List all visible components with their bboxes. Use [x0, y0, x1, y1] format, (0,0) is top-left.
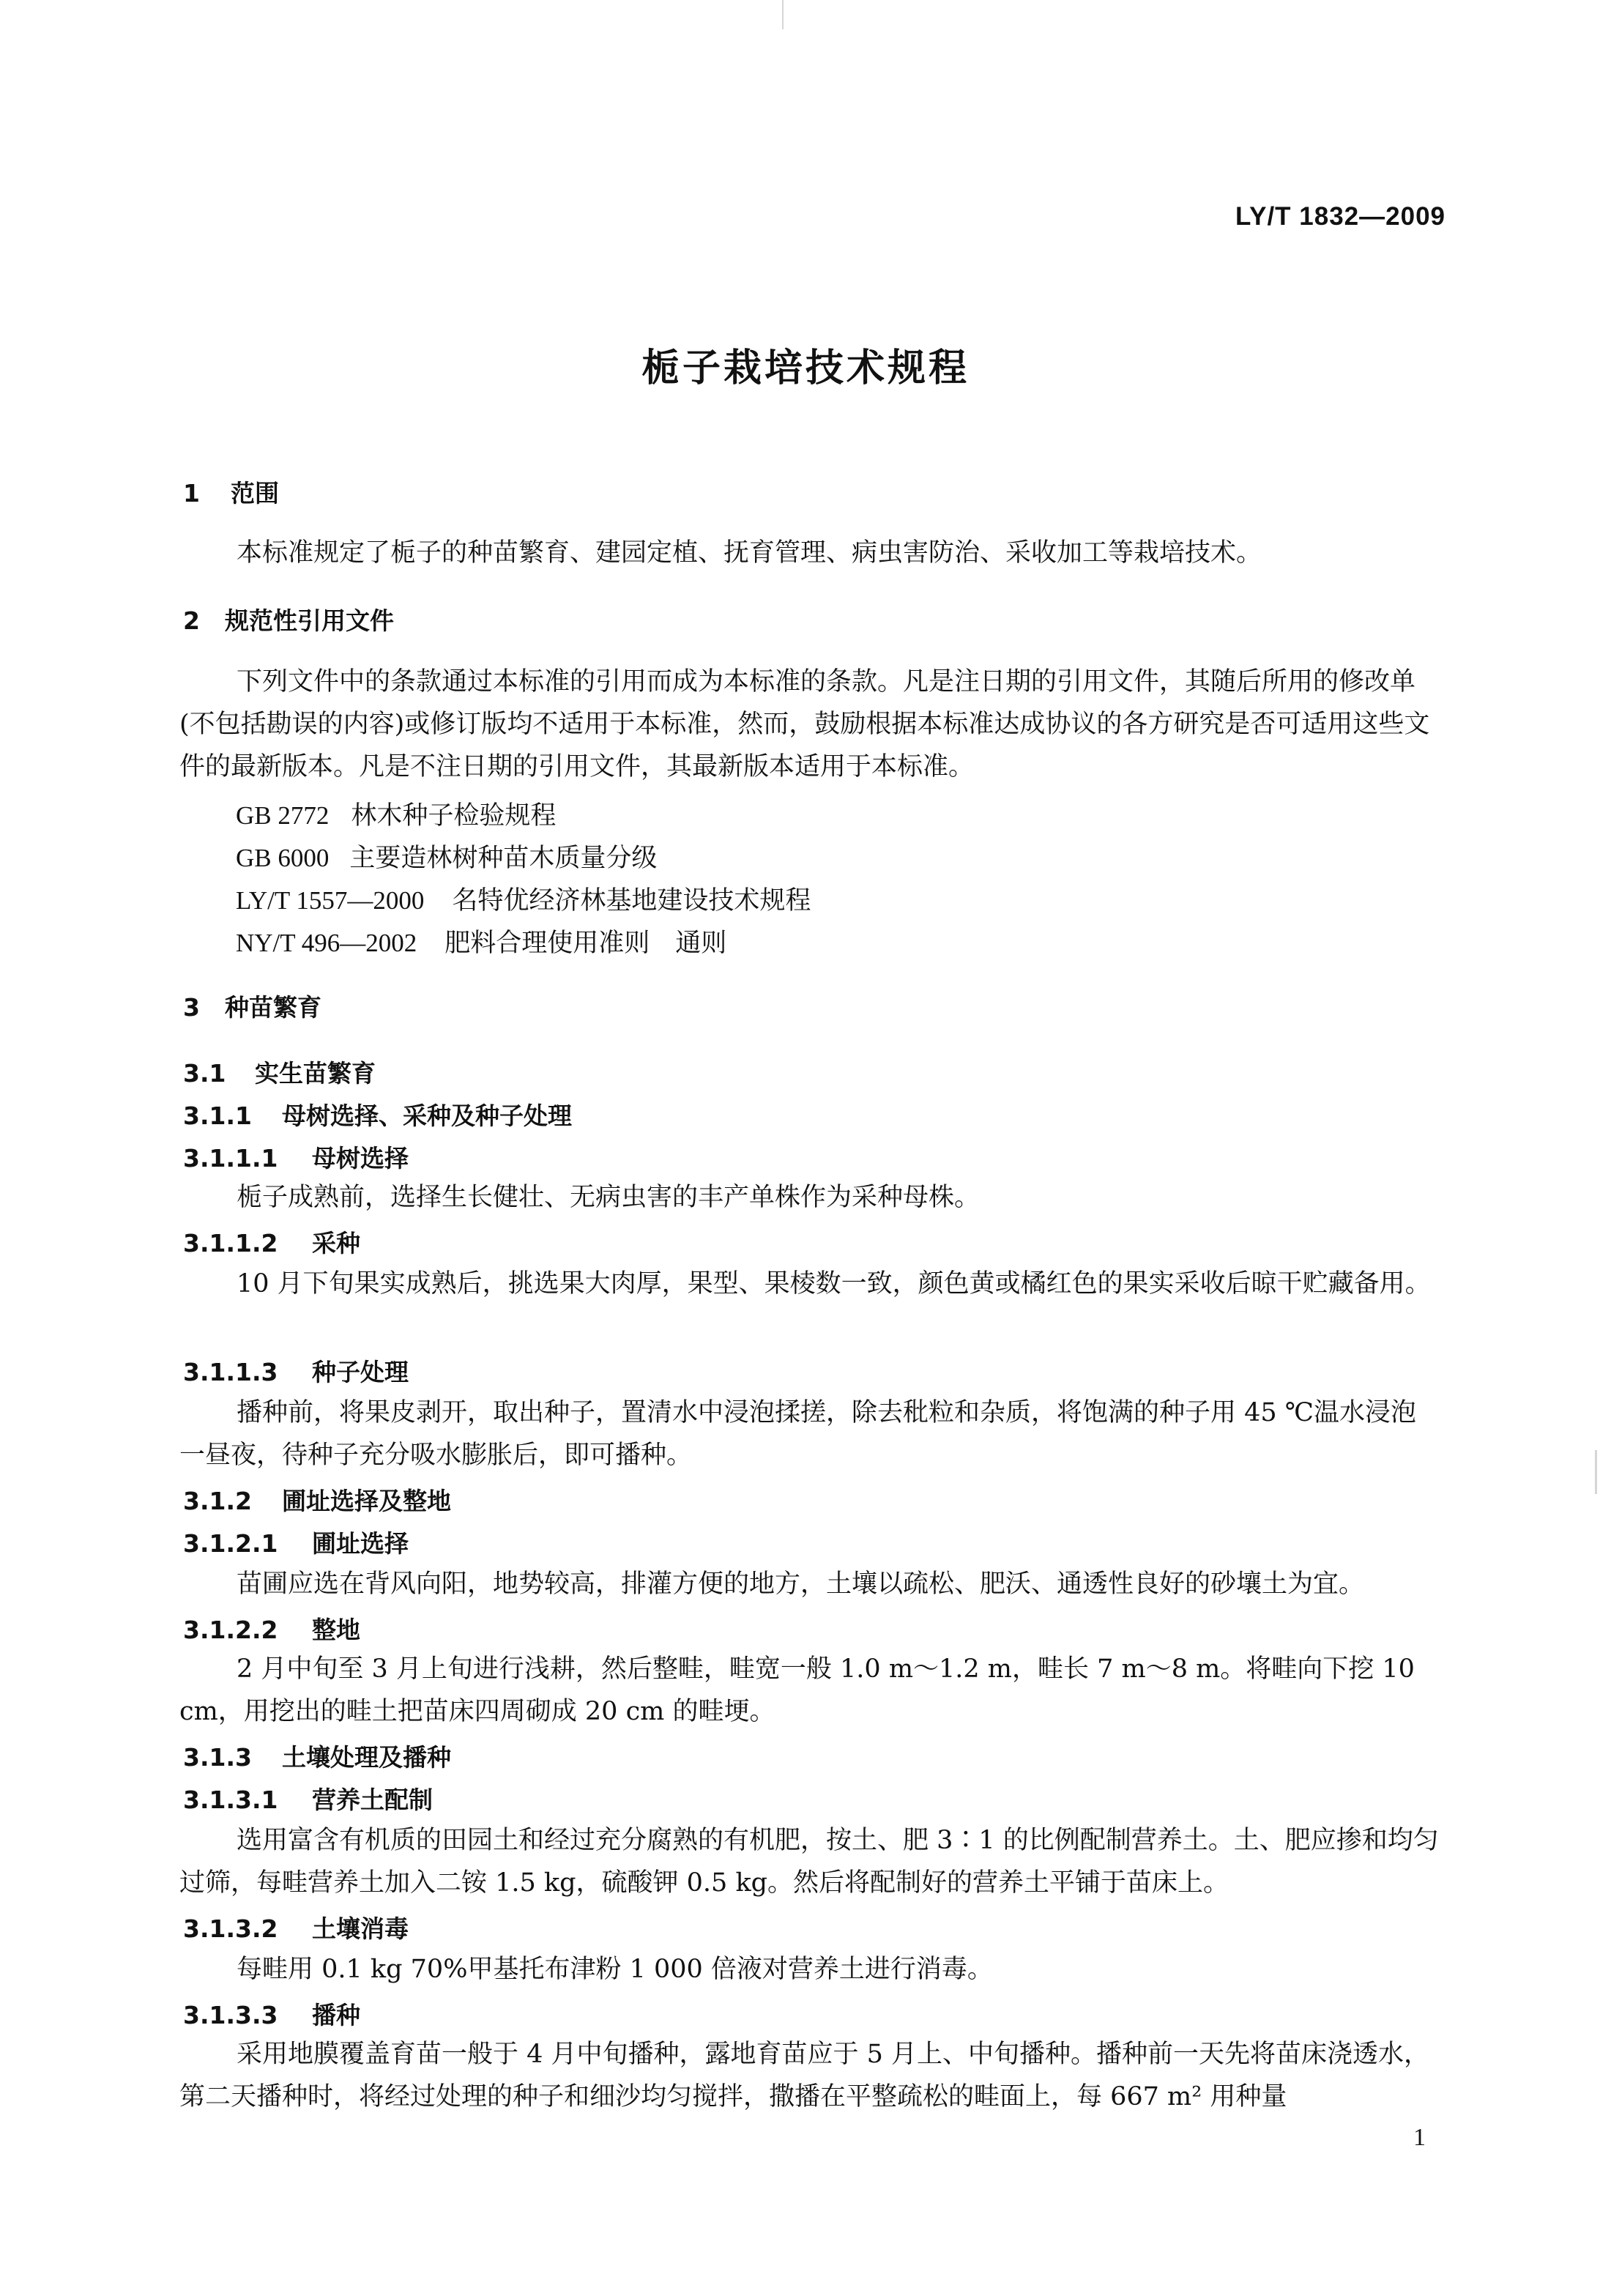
reference-item — [236, 838, 657, 874]
reference-code: GB 2772 — [236, 801, 330, 830]
section-3-1-1-1-heading — [183, 1140, 409, 1174]
section-number: 3.1.3.3 — [183, 2001, 278, 2029]
section-number: 3.1.3.2 — [183, 1914, 278, 1943]
reference-title: 名特优经济林基地建设技术规程 — [452, 886, 811, 915]
reference-code: NY/T 496—2002 — [236, 929, 417, 957]
section-title: 圃址选择及整地 — [282, 1487, 451, 1515]
section-title: 采种 — [312, 1229, 360, 1257]
section-title: 种子处理 — [312, 1358, 409, 1386]
section-title: 圃址选择 — [312, 1529, 409, 1558]
section-3-1-1-2-heading — [183, 1225, 360, 1259]
section-number: 2 — [183, 606, 200, 635]
page-number: 1 — [1413, 2124, 1426, 2151]
section-3-1-3-2-heading — [183, 1910, 409, 1944]
section-title: 整地 — [312, 1616, 360, 1644]
section-3-1-2-2-heading — [183, 1611, 360, 1646]
section-number: 3.1.1.2 — [183, 1229, 278, 1257]
reference-title: 林木种子检验规程 — [351, 801, 557, 831]
section-3-heading — [183, 989, 321, 1023]
section-1-paragraph: 本标准规定了栀子的种苗繁育、建园定植、抚育管理、病虫害防治、采收加工等栽培技术。 — [237, 538, 1262, 568]
section-title: 规范性引用文件 — [225, 606, 394, 635]
section-2-heading — [183, 602, 394, 636]
reference-item — [236, 795, 556, 832]
reference-item — [236, 880, 811, 917]
section-number: 1 — [183, 479, 200, 508]
section-3-1-3-3-paragraph: 采用地膜覆盖育苗一般于 4 月中旬播种，露地育苗应于 5 月上、中旬播种。播种前一天先将苗床浇透水，第二天播种时，将经过处理的种子和细沙均匀搅拌，撒播在平整疏松的畦面上，每 667 m² 用种量 — [179, 2040, 1430, 2111]
section-3-1-2-1-paragraph: 苗圃应选在背风向阳，地势较高，排灌方便的地方，土壤以疏松、肥沃、通透性良好的砂壤土为宜。 — [237, 1569, 1365, 1599]
scan-edge-mark-right — [1595, 1450, 1597, 1494]
section-3-1-1-3-paragraph: 播种前，将果皮剥开，取出种子，置清水中浸泡揉搓，除去秕粒和杂质，将饱满的种子用 45 ℃温水浸泡一昼夜，待种子充分吸水膨胀后，即可播种。 — [179, 1398, 1416, 1470]
section-number: 3 — [183, 993, 200, 1022]
reference-title: 主要造林树种苗木质量分级 — [349, 844, 658, 873]
section-number: 3.1.3.1 — [183, 1786, 278, 1814]
section-3-1-3-1-heading — [183, 1781, 433, 1816]
section-3-1-2-2-paragraph: 2 月中旬至 3 月上旬进行浅耕，然后整畦，畦宽一般 1.0 m～1.2 m，畦长 7 m～8 m。将畦向下挖 10 cm，用挖出的畦土把苗床四周砌成 20 cm 的畦埂。 — [179, 1654, 1415, 1726]
section-number: 3.1.1 — [183, 1101, 252, 1130]
section-title: 范围 — [231, 479, 279, 508]
section-3-1-heading — [183, 1055, 376, 1089]
section-title: 土壤消毒 — [312, 1914, 409, 1943]
reference-title: 肥料合理使用准则 通则 — [444, 929, 727, 958]
section-title: 母树选择、采种及种子处理 — [282, 1101, 572, 1130]
section-number: 3.1.1.1 — [183, 1144, 278, 1173]
section-title: 土壤处理及播种 — [282, 1743, 451, 1772]
document-title: 栀子栽培技术规程 — [641, 346, 970, 390]
reference-code: LY/T 1557—2000 — [236, 886, 425, 915]
reference-code: GB 6000 — [236, 844, 330, 872]
reference-item — [236, 923, 726, 959]
section-3-1-3-1-paragraph: 选用富含有机质的田园土和经过充分腐熟的有机肥，按土、肥 3∶1 的比例配制营养土。土、肥应掺和均匀过筛，每畦营养土加入二铵 1.5 kg，硫酸钾 0.5 kg。然后将配制好的营养土平铺于苗床上。 — [179, 1826, 1439, 1898]
section-3-1-1-heading — [183, 1097, 572, 1132]
section-title: 营养土配制 — [312, 1786, 433, 1814]
section-number: 3.1 — [183, 1059, 226, 1088]
section-3-1-1-1-paragraph: 栀子成熟前，选择生长健壮、无病虫害的丰产单株作为采种母株。 — [237, 1183, 981, 1212]
section-3-1-1-3-heading — [183, 1353, 409, 1388]
section-title: 实生苗繁育 — [255, 1059, 376, 1088]
section-number: 3.1.2.2 — [183, 1616, 278, 1644]
scan-edge-mark-top — [782, 0, 784, 29]
section-number: 3.1.2.1 — [183, 1529, 278, 1558]
section-3-1-3-3-heading — [183, 1996, 360, 2031]
section-title: 母树选择 — [312, 1144, 409, 1173]
section-3-1-2-1-heading — [183, 1525, 409, 1559]
section-1-heading — [183, 475, 279, 509]
section-3-1-1-2-paragraph: 10 月下旬果实成熟后，挑选果大肉厚，果型、果棱数一致，颜色黄或橘红色的果实采收后晾干贮藏备用。 — [237, 1269, 1431, 1299]
section-number: 3.1.1.3 — [183, 1358, 278, 1386]
section-number: 3.1.2 — [183, 1487, 252, 1515]
section-number: 3.1.3 — [183, 1743, 252, 1772]
section-3-1-2-heading — [183, 1482, 451, 1517]
section-title: 种苗繁育 — [225, 993, 321, 1022]
section-2-paragraph: 下列文件中的条款通过本标准的引用而成为本标准的条款。凡是注日期的引用文件，其随后所用的修改单(不包括勘误的内容)或修订版均不适用于本标准，然而，鼓励根据本标准达成协议的各方研究是否可适用这些文件的最新版本。凡是不注日期的引用文件，其最新版本适用于本标准。 — [179, 667, 1430, 781]
section-3-1-3-2-paragraph: 每畦用 0.1 kg 70%甲基托布津粉 1 000 倍液对营养土进行消毒。 — [237, 1955, 993, 1984]
standard-number: LY/T 1832—2009 — [1235, 202, 1446, 231]
section-title: 播种 — [312, 2001, 360, 2029]
section-3-1-3-heading — [183, 1739, 451, 1773]
